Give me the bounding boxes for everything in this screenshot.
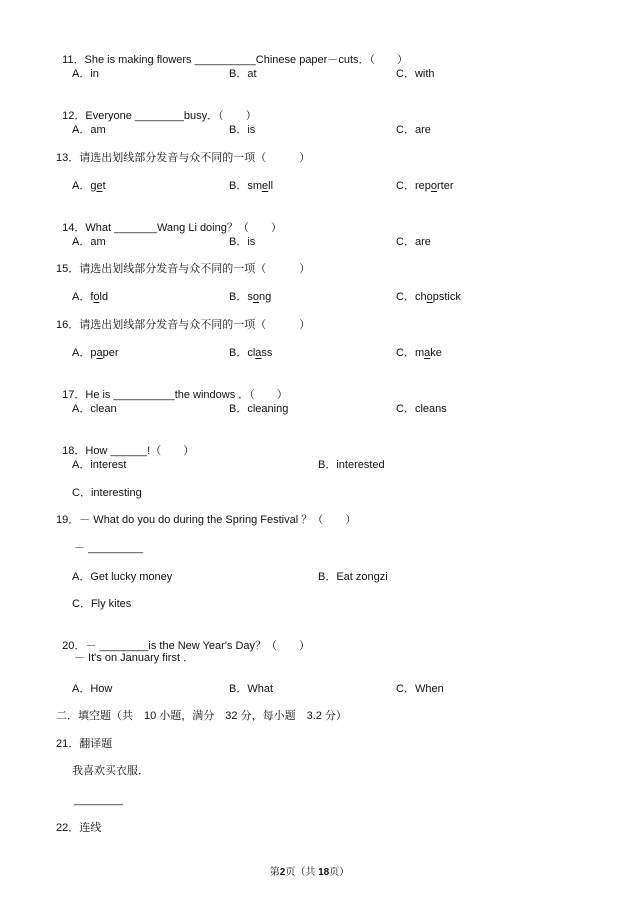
dialogue-reply: － It's on January first ．	[74, 652, 195, 664]
option-b[interactable]: B．class	[229, 347, 273, 359]
option-c[interactable]: C．are	[396, 124, 431, 136]
answer-blank[interactable]: ________	[74, 794, 123, 806]
option-c[interactable]: C．with	[396, 68, 435, 80]
option-c[interactable]: C．When	[396, 683, 444, 695]
option-c[interactable]: C．chopstick	[396, 291, 461, 303]
question-12: 12．Everyone ________busy．（ ）	[62, 110, 257, 122]
option-a[interactable]: A．am	[72, 124, 106, 136]
option-a[interactable]: A．How	[72, 683, 113, 695]
option-a[interactable]: A．get	[72, 180, 106, 192]
option-b[interactable]: B．song	[229, 291, 272, 303]
question-11: 11．She is making flowers __________Chinese paper－cuts．（ ）	[62, 54, 409, 66]
answer-blank[interactable]: ________	[134, 110, 184, 122]
question-22: 22．连线	[56, 822, 102, 834]
answer-blank[interactable]: ________	[99, 640, 149, 652]
question-18: 18．How ______!（ ）	[62, 445, 195, 457]
option-a[interactable]: A．in	[72, 68, 99, 80]
option-c[interactable]: C．Fly kites	[72, 598, 132, 610]
option-a[interactable]: A．clean	[72, 403, 117, 415]
question-16: 16．请选出划线部分发音与众不同的一项（ ）	[56, 319, 311, 331]
option-a[interactable]: A．fold	[72, 291, 109, 303]
option-b[interactable]: B．What	[229, 683, 274, 695]
question-17: 17．He is __________the windows ．（ ）	[62, 389, 288, 401]
option-c[interactable]: C．cleans	[396, 403, 447, 415]
option-b[interactable]: B．at	[229, 68, 257, 80]
option-c[interactable]: C．reporter	[396, 180, 454, 192]
option-a[interactable]: A．paper	[72, 347, 119, 359]
page-number: 2	[279, 867, 286, 878]
option-c[interactable]: C．make	[396, 347, 442, 359]
question-15: 15．请选出划线部分发音与众不同的一项（ ）	[56, 263, 311, 275]
option-b[interactable]: B．is	[229, 236, 256, 248]
option-a[interactable]: A．interest	[72, 459, 127, 471]
question-20: 20．－ ________is the New Year's Day？（ ）	[62, 640, 311, 652]
page-footer: 第2页（共 18页）	[269, 867, 350, 878]
answer-blank[interactable]: ______	[110, 445, 148, 457]
option-b[interactable]: B．cleaning	[229, 403, 289, 415]
section-heading: 二．填空题（共 10 小题，满分 32 分，每小题 3.2 分）	[56, 710, 347, 722]
option-a[interactable]: A．am	[72, 236, 106, 248]
answer-blank[interactable]: __________	[113, 389, 175, 401]
translation-prompt: 我喜欢买衣服．	[72, 765, 149, 777]
answer-blank[interactable]: _______	[114, 222, 157, 234]
option-b[interactable]: B．Eat zongzi	[318, 571, 388, 583]
option-c[interactable]: C．interesting	[72, 487, 142, 499]
option-b[interactable]: B．is	[229, 124, 256, 136]
option-b[interactable]: B．smell	[229, 180, 274, 192]
question-19: 19．－ What do you do during the Spring Festival ？（ ）	[56, 514, 357, 526]
total-pages: 18	[318, 867, 330, 878]
answer-line: － _________	[74, 542, 144, 554]
answer-blank[interactable]: _________	[88, 542, 144, 554]
question-14: 14．What _______Wang Li doing？（ ）	[62, 222, 282, 234]
option-b[interactable]: B．interested	[318, 459, 385, 471]
question-21: 21．翻译题	[56, 738, 113, 750]
answer-blank[interactable]: __________	[194, 54, 256, 66]
question-13: 13．请选出划线部分发音与众不同的一项（ ）	[56, 152, 311, 164]
option-a[interactable]: A．Get lucky money	[72, 571, 173, 583]
option-c[interactable]: C．are	[396, 236, 431, 248]
